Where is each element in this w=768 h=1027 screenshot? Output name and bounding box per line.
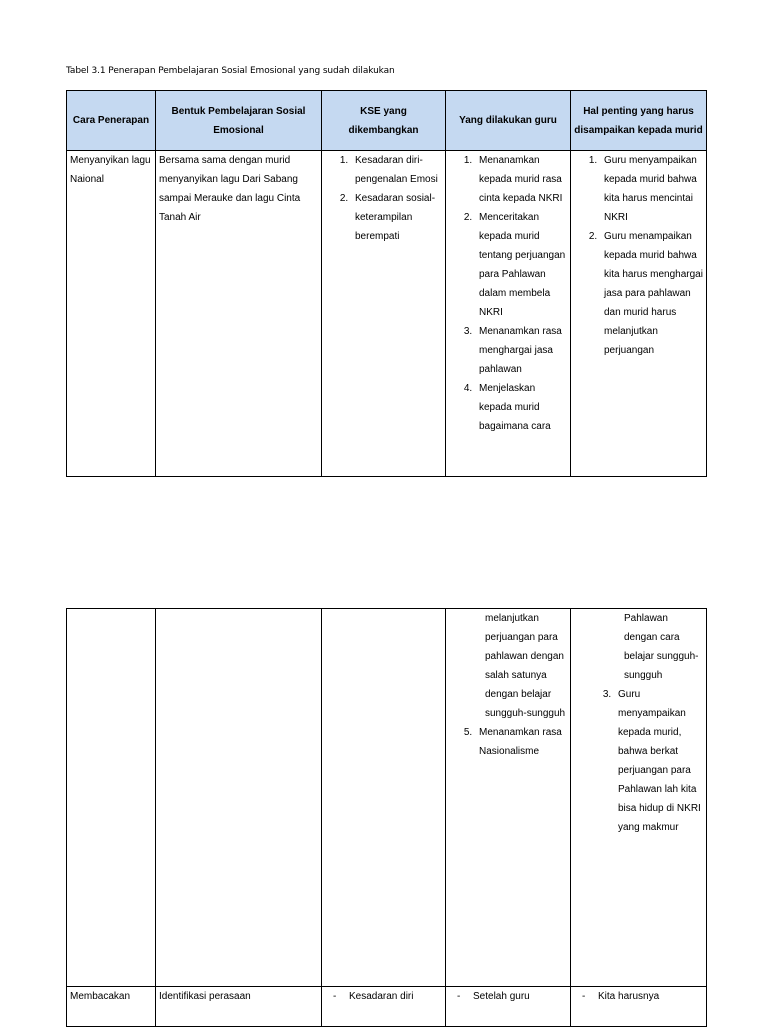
cell-murid <box>571 151 707 477</box>
table-row <box>67 987 707 1027</box>
header-bentuk-pembelajaran: Bentuk Pembelajaran Sosial Emosional <box>156 91 322 151</box>
cell-murid-continued <box>571 609 707 987</box>
list-item: 1. Menanamkan kepada murid rasa cinta kepada NKRI <box>475 151 567 208</box>
cell-bentuk: Bersama sama dengan murid menyanyikan lagu Dari Sabang sampai Merauke dan lagu Cinta Tanah Air <box>156 151 322 477</box>
list-item: - Kesadaran diri <box>325 987 442 1006</box>
continued-text: Pahlawan dengan cara belajar sungguh-sungguh <box>624 613 699 681</box>
cell-guru-continued <box>446 609 571 987</box>
list-item: 2. Kesadaran sosial-keterampilan berempati <box>351 189 442 246</box>
header-cara-penerapan: Cara Penerapan <box>67 91 156 151</box>
cell-kse <box>322 987 446 1027</box>
table-row <box>67 151 707 477</box>
list-item: 5. Menanamkan rasa Nasionalisme <box>475 723 567 761</box>
cell-bentuk: Identifikasi perasaan <box>156 987 322 1027</box>
cell-kse <box>322 151 446 477</box>
table-caption: Tabel 3.1 Penerapan Pembelajaran Sosial Emosional yang sudah dilakukan <box>66 66 395 76</box>
header-hal-penting: Hal penting yang harus disampaikan kepada murid <box>571 91 707 151</box>
list-item: 1. Guru menyampaikan kepada murid bahwa kita harus mencintai NKRI <box>600 151 703 227</box>
table-row <box>67 609 707 987</box>
table-page-2 <box>66 608 707 1027</box>
list-item: - Kita harusnya <box>574 987 703 1006</box>
list-item: 2. Menceritakan kepada murid tentang perjuangan para Pahlawan dalam membela NKRI <box>475 208 567 322</box>
list-item: 4. Menjelaskan kepada murid bagaimana cara <box>475 379 567 436</box>
cell-murid <box>571 987 707 1027</box>
cell-cara: Menyanyikan lagu Naional <box>67 151 156 477</box>
table-page-1 <box>66 90 707 477</box>
cell-cara: Membacakan <box>67 987 156 1027</box>
header-yang-dilakukan-guru: Yang dilakukan guru <box>446 91 571 151</box>
continued-text: melanjutkan perjuangan para pahlawan dengan salah satunya dengan belajar sungguh-sungguh <box>485 613 566 719</box>
cell-guru <box>446 987 571 1027</box>
list-item: 2. Guru menampaikan kepada murid bahwa kita harus menghargai jasa para pahlawan dan murid harus melanjutkan perjuangan <box>600 227 703 360</box>
list-item: - Setelah guru <box>449 987 567 1006</box>
list-item: 1. Kesadaran diri-pengenalan Emosi <box>351 151 442 189</box>
header-row <box>67 91 707 151</box>
header-kse: KSE yang dikembangkan <box>322 91 446 151</box>
list-item: 3. Menanamkan rasa menghargai jasa pahlawan <box>475 322 567 379</box>
list-item: 3. Guru menyampaikan kepada murid, bahwa berkat perjuangan para Pahlawan lah kita bisa hidup di NKRI yang makmur <box>614 685 703 837</box>
cell-guru <box>446 151 571 477</box>
